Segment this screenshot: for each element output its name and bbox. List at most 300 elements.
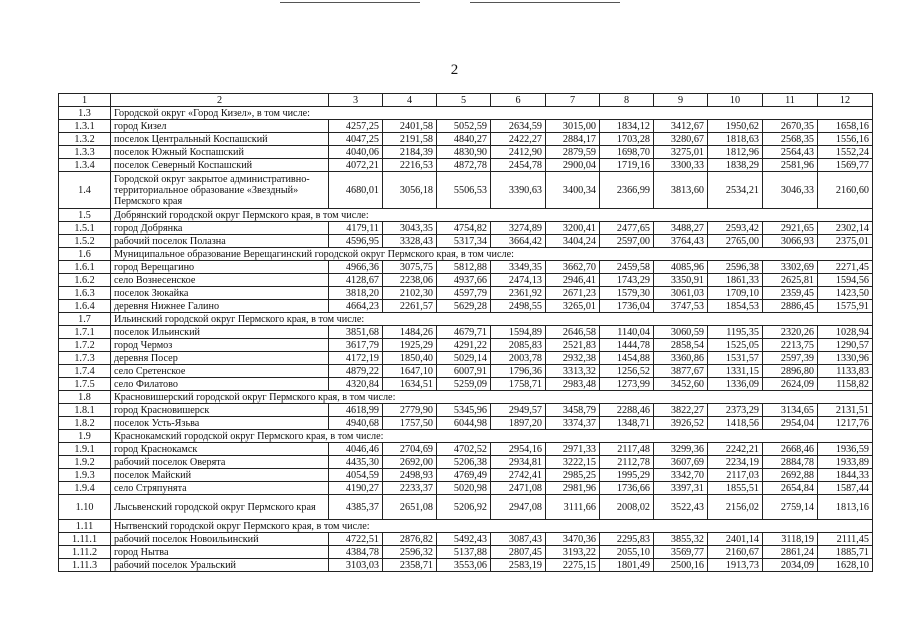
tariff-value: 5020,98 xyxy=(437,482,491,495)
tariff-value: 1855,51 xyxy=(708,482,763,495)
row-code: 1.9 xyxy=(59,430,111,443)
locality-name: город Кизел xyxy=(111,120,329,133)
tariff-value: 2213,75 xyxy=(763,339,818,352)
row-code: 1.8.1 xyxy=(59,404,111,417)
tariff-value: 3075,75 xyxy=(383,261,437,274)
section-row xyxy=(59,248,873,261)
row-code: 1.7.5 xyxy=(59,378,111,391)
row-code: 1.7 xyxy=(59,313,111,326)
row-code: 1.5.2 xyxy=(59,235,111,248)
tariff-value: 2359,45 xyxy=(763,287,818,300)
tariff-value: 2886,45 xyxy=(763,300,818,313)
tariff-value: 2233,37 xyxy=(383,482,437,495)
section-title: Красновишерский городской округ Пермского края, в том числе: xyxy=(111,391,873,404)
tariff-value: 2900,04 xyxy=(546,159,600,172)
tariff-value: 2597,39 xyxy=(763,352,818,365)
tariff-value: 4966,36 xyxy=(329,261,383,274)
locality-name: рабочий поселок Полазна xyxy=(111,235,329,248)
tariff-value: 3103,03 xyxy=(329,559,383,572)
tariff-value: 4664,23 xyxy=(329,300,383,313)
tariff-value: 2596,38 xyxy=(708,261,763,274)
tariff-value: 2985,25 xyxy=(546,469,600,482)
tariff-value: 2884,78 xyxy=(763,456,818,469)
tariff-value: 6007,91 xyxy=(437,365,491,378)
locality-name: рабочий поселок Уральский xyxy=(111,559,329,572)
locality-name: село Вознесенское xyxy=(111,274,329,287)
section-row xyxy=(59,313,873,326)
tariff-value: 1594,56 xyxy=(818,274,873,287)
tariff-value: 5506,53 xyxy=(437,172,491,209)
tariff-value: 2947,08 xyxy=(491,495,546,520)
tariff-value: 2498,55 xyxy=(491,300,546,313)
locality-name: село Стряпунята xyxy=(111,482,329,495)
tariff-value: 2921,65 xyxy=(763,222,818,235)
tariff-value: 2117,48 xyxy=(600,443,654,456)
tariff-value: 1579,30 xyxy=(600,287,654,300)
tariff-value: 2422,27 xyxy=(491,133,546,146)
table-row xyxy=(59,274,873,287)
column-header: 8 xyxy=(600,94,654,107)
tariff-value: 1331,15 xyxy=(708,365,763,378)
tariff-value: 2668,46 xyxy=(763,443,818,456)
tariff-value: 2654,84 xyxy=(763,482,818,495)
tariff-value: 2858,54 xyxy=(654,339,708,352)
tariff-value: 3664,42 xyxy=(491,235,546,248)
section-row xyxy=(59,520,873,533)
tariff-value: 3400,34 xyxy=(546,172,600,209)
tariff-value: 2008,02 xyxy=(600,495,654,520)
tariff-value: 3855,32 xyxy=(654,533,708,546)
tariff-value: 1850,40 xyxy=(383,352,437,365)
tariff-value: 2742,41 xyxy=(491,469,546,482)
tariff-value: 1818,63 xyxy=(708,133,763,146)
tariff-value: 1444,78 xyxy=(600,339,654,352)
locality-name: поселок Центральный Коспашский xyxy=(111,133,329,146)
tariff-value: 2879,59 xyxy=(546,146,600,159)
column-header: 12 xyxy=(818,94,873,107)
tariff-value: 2358,71 xyxy=(383,559,437,572)
page-number: 2 xyxy=(450,62,459,78)
tariff-value: 2971,33 xyxy=(546,443,600,456)
column-header: 4 xyxy=(383,94,437,107)
tariff-value: 1897,20 xyxy=(491,417,546,430)
tariff-value: 3060,59 xyxy=(654,326,708,339)
tariff-value: 1628,10 xyxy=(818,559,873,572)
tariff-value: 3452,60 xyxy=(654,378,708,391)
tariff-value: 3747,53 xyxy=(654,300,708,313)
top-rule-lines xyxy=(0,0,909,6)
tariff-value: 2216,53 xyxy=(383,159,437,172)
tariff-value: 3302,69 xyxy=(763,261,818,274)
tariff-value: 2932,38 xyxy=(546,352,600,365)
tariff-value: 2949,57 xyxy=(491,404,546,417)
tariff-value: 4128,67 xyxy=(329,274,383,287)
tariff-value: 2401,58 xyxy=(383,120,437,133)
tariff-value: 3877,67 xyxy=(654,365,708,378)
row-code: 1.3.3 xyxy=(59,146,111,159)
row-code: 1.7.4 xyxy=(59,365,111,378)
tariff-value: 3851,68 xyxy=(329,326,383,339)
tariff-value: 2477,65 xyxy=(600,222,654,235)
table-row xyxy=(59,378,873,391)
tariff-value: 2271,45 xyxy=(818,261,873,274)
tariff-value: 3458,79 xyxy=(546,404,600,417)
tariff-value: 2884,17 xyxy=(546,133,600,146)
tariff-value: 2954,16 xyxy=(491,443,546,456)
tariff-value: 5345,96 xyxy=(437,404,491,417)
row-code: 1.3.1 xyxy=(59,120,111,133)
tariff-value: 3066,93 xyxy=(763,235,818,248)
tariff-value: 2983,48 xyxy=(546,378,600,391)
tariff-value: 2412,90 xyxy=(491,146,546,159)
tariff-value: 3200,41 xyxy=(546,222,600,235)
tariff-value: 1273,99 xyxy=(600,378,654,391)
tariff-value: 2896,80 xyxy=(763,365,818,378)
row-code: 1.9.3 xyxy=(59,469,111,482)
tariff-value: 2692,00 xyxy=(383,456,437,469)
tariff-value: 1913,73 xyxy=(708,559,763,572)
tariff-value: 4072,21 xyxy=(329,159,383,172)
tariff-value: 1936,59 xyxy=(818,443,873,456)
row-code: 1.3.4 xyxy=(59,159,111,172)
table-row xyxy=(59,546,873,559)
tariff-value: 6044,98 xyxy=(437,417,491,430)
tariff-value: 3056,18 xyxy=(383,172,437,209)
table-row xyxy=(59,352,873,365)
tariff-value: 2759,14 xyxy=(763,495,818,520)
tariff-value: 1140,04 xyxy=(600,326,654,339)
tariff-value: 3522,43 xyxy=(654,495,708,520)
table-row xyxy=(59,222,873,235)
tariff-value: 2934,81 xyxy=(491,456,546,469)
tariff-value: 2034,09 xyxy=(763,559,818,572)
tariff-value: 3818,20 xyxy=(329,287,383,300)
table-row xyxy=(59,159,873,172)
tariff-value: 1834,12 xyxy=(600,120,654,133)
tariff-value: 2583,19 xyxy=(491,559,546,572)
tariff-value: 4872,78 xyxy=(437,159,491,172)
tariff-value: 1531,57 xyxy=(708,352,763,365)
tariff-value: 3299,36 xyxy=(654,443,708,456)
tariff-value: 5259,09 xyxy=(437,378,491,391)
locality-name: город Красновишерск xyxy=(111,404,329,417)
table-row xyxy=(59,559,873,572)
tariff-value: 2242,21 xyxy=(708,443,763,456)
tariff-value: 2651,08 xyxy=(383,495,437,520)
column-header: 1 xyxy=(59,94,111,107)
tariff-value: 1594,89 xyxy=(491,326,546,339)
tariff-value: 2111,45 xyxy=(818,533,873,546)
tariff-value: 1556,16 xyxy=(818,133,873,146)
tariff-value: 3313,32 xyxy=(546,365,600,378)
table-row xyxy=(59,287,873,300)
tariff-value: 4257,25 xyxy=(329,120,383,133)
tariff-value: 3046,33 xyxy=(763,172,818,209)
tariff-value: 1647,10 xyxy=(383,365,437,378)
row-code: 1.3.2 xyxy=(59,133,111,146)
tariff-value: 1575,91 xyxy=(818,300,873,313)
tariff-value: 5029,14 xyxy=(437,352,491,365)
tariff-value: 2288,46 xyxy=(600,404,654,417)
section-row xyxy=(59,107,873,120)
column-header: 6 xyxy=(491,94,546,107)
tariff-value: 2521,83 xyxy=(546,339,600,352)
tariff-value: 3662,70 xyxy=(546,261,600,274)
tariff-value: 1757,50 xyxy=(383,417,437,430)
tariff-value: 2704,69 xyxy=(383,443,437,456)
tariff-value: 1525,05 xyxy=(708,339,763,352)
tariff-value: 2593,42 xyxy=(708,222,763,235)
tariff-value: 4940,68 xyxy=(329,417,383,430)
tariff-value: 2055,10 xyxy=(600,546,654,559)
tariff-table xyxy=(58,93,873,572)
tariff-value: 2765,00 xyxy=(708,235,763,248)
tariff-value: 2361,92 xyxy=(491,287,546,300)
tariff-value: 1838,29 xyxy=(708,159,763,172)
tariff-value: 4680,01 xyxy=(329,172,383,209)
tariff-value: 4879,22 xyxy=(329,365,383,378)
tariff-value: 3300,33 xyxy=(654,159,708,172)
tariff-value: 3280,67 xyxy=(654,133,708,146)
tariff-value: 3813,60 xyxy=(654,172,708,209)
tariff-value: 1844,33 xyxy=(818,469,873,482)
locality-name: поселок Майский xyxy=(111,469,329,482)
locality-name: Лысьвенский городской округ Пермского края xyxy=(111,495,329,520)
tariff-value: 2160,67 xyxy=(708,546,763,559)
table-row xyxy=(59,482,873,495)
tariff-value: 5206,38 xyxy=(437,456,491,469)
tariff-value: 2275,15 xyxy=(546,559,600,572)
tariff-value: 4320,84 xyxy=(329,378,383,391)
table-row xyxy=(59,365,873,378)
tariff-value: 5052,59 xyxy=(437,120,491,133)
row-code: 1.5 xyxy=(59,209,111,222)
tariff-value: 2459,58 xyxy=(600,261,654,274)
table-row xyxy=(59,533,873,546)
tariff-value: 1418,56 xyxy=(708,417,763,430)
tariff-value: 1885,71 xyxy=(818,546,873,559)
tariff-value: 2861,24 xyxy=(763,546,818,559)
tariff-value: 2375,01 xyxy=(818,235,873,248)
tariff-value: 1484,26 xyxy=(383,326,437,339)
tariff-value: 2454,78 xyxy=(491,159,546,172)
tariff-value: 1634,51 xyxy=(383,378,437,391)
tariff-value: 1158,82 xyxy=(818,378,873,391)
tariff-value: 3118,19 xyxy=(763,533,818,546)
tariff-value: 3412,67 xyxy=(654,120,708,133)
tariff-value: 2596,32 xyxy=(383,546,437,559)
row-code: 1.7.2 xyxy=(59,339,111,352)
locality-name: деревня Нижнее Галино xyxy=(111,300,329,313)
locality-name: город Нытва xyxy=(111,546,329,559)
table-row xyxy=(59,404,873,417)
tariff-value: 1290,57 xyxy=(818,339,873,352)
tariff-value: 1195,35 xyxy=(708,326,763,339)
tariff-value: 1256,52 xyxy=(600,365,654,378)
row-code: 1.7.3 xyxy=(59,352,111,365)
locality-name: поселок Усть-Язьва xyxy=(111,417,329,430)
tariff-value: 3764,43 xyxy=(654,235,708,248)
tariff-value: 3397,31 xyxy=(654,482,708,495)
section-row xyxy=(59,209,873,222)
tariff-value: 2184,39 xyxy=(383,146,437,159)
tariff-value: 4435,30 xyxy=(329,456,383,469)
tariff-value: 3087,43 xyxy=(491,533,546,546)
tariff-value: 1569,77 xyxy=(818,159,873,172)
tariff-value: 3607,69 xyxy=(654,456,708,469)
table-row xyxy=(59,146,873,159)
row-code: 1.11 xyxy=(59,520,111,533)
locality-name: село Сретенское xyxy=(111,365,329,378)
tariff-value: 3617,79 xyxy=(329,339,383,352)
tariff-value: 5206,92 xyxy=(437,495,491,520)
tariff-value: 3342,70 xyxy=(654,469,708,482)
tariff-value: 2534,21 xyxy=(708,172,763,209)
tariff-value: 3275,01 xyxy=(654,146,708,159)
tariff-value: 2779,90 xyxy=(383,404,437,417)
locality-name: город Верещагино xyxy=(111,261,329,274)
tariff-value: 4702,52 xyxy=(437,443,491,456)
locality-name: город Добрянка xyxy=(111,222,329,235)
tariff-value: 3470,36 xyxy=(546,533,600,546)
tariff-value: 3488,27 xyxy=(654,222,708,235)
column-header: 10 xyxy=(708,94,763,107)
section-row xyxy=(59,430,873,443)
table-row xyxy=(59,417,873,430)
tariff-value: 1743,29 xyxy=(600,274,654,287)
table-header-row xyxy=(59,94,873,107)
section-title: Ильинский городской округ Пермского края, в том числе: xyxy=(111,313,873,326)
tariff-value: 4722,51 xyxy=(329,533,383,546)
tariff-value: 1587,44 xyxy=(818,482,873,495)
tariff-value: 2876,82 xyxy=(383,533,437,546)
tariff-value: 2500,16 xyxy=(654,559,708,572)
tariff-value: 2498,93 xyxy=(383,469,437,482)
column-header: 7 xyxy=(546,94,600,107)
tariff-value: 2295,83 xyxy=(600,533,654,546)
column-header: 9 xyxy=(654,94,708,107)
tariff-value: 4054,59 xyxy=(329,469,383,482)
row-code: 1.3 xyxy=(59,107,111,120)
row-code: 1.6.2 xyxy=(59,274,111,287)
table-row xyxy=(59,235,873,248)
tariff-value: 2366,99 xyxy=(600,172,654,209)
tariff-value: 1736,04 xyxy=(600,300,654,313)
tariff-value: 4597,79 xyxy=(437,287,491,300)
tariff-value: 2568,35 xyxy=(763,133,818,146)
tariff-value: 1812,96 xyxy=(708,146,763,159)
row-code: 1.6.3 xyxy=(59,287,111,300)
table-row xyxy=(59,495,873,520)
section-title: Муниципальное образование Верещагинский городской округ Пермского края, в том числе: xyxy=(111,248,873,261)
column-header: 11 xyxy=(763,94,818,107)
tariff-value: 2471,08 xyxy=(491,482,546,495)
tariff-value: 3926,52 xyxy=(654,417,708,430)
row-code: 1.9.4 xyxy=(59,482,111,495)
table-row xyxy=(59,300,873,313)
table-row xyxy=(59,469,873,482)
tariff-value: 1217,76 xyxy=(818,417,873,430)
tariff-value: 1703,28 xyxy=(600,133,654,146)
table-row xyxy=(59,261,873,274)
tariff-value: 3061,03 xyxy=(654,287,708,300)
tariff-value: 1719,16 xyxy=(600,159,654,172)
section-title: Краснокамский городской округ Пермского края, в том числе: xyxy=(111,430,873,443)
locality-name: поселок Южный Коспашский xyxy=(111,146,329,159)
row-code: 1.8.2 xyxy=(59,417,111,430)
tariff-value: 1925,29 xyxy=(383,339,437,352)
tariff-value: 4679,71 xyxy=(437,326,491,339)
tariff-value: 3553,06 xyxy=(437,559,491,572)
locality-name: поселок Зюкайка xyxy=(111,287,329,300)
tariff-value: 3390,63 xyxy=(491,172,546,209)
tariff-value: 1950,62 xyxy=(708,120,763,133)
row-code: 1.4 xyxy=(59,172,111,209)
tariff-value: 2671,23 xyxy=(546,287,600,300)
tariff-value: 1330,96 xyxy=(818,352,873,365)
tariff-value: 2320,26 xyxy=(763,326,818,339)
tariff-value: 1698,70 xyxy=(600,146,654,159)
tariff-value: 3349,35 xyxy=(491,261,546,274)
tariff-value: 2160,60 xyxy=(818,172,873,209)
tariff-value: 1454,88 xyxy=(600,352,654,365)
tariff-value: 3222,15 xyxy=(546,456,600,469)
tariff-value: 3111,66 xyxy=(546,495,600,520)
row-code: 1.11.1 xyxy=(59,533,111,546)
tariff-value: 4596,95 xyxy=(329,235,383,248)
tariff-value: 1854,53 xyxy=(708,300,763,313)
tariff-value: 2807,45 xyxy=(491,546,546,559)
tariff-value: 2646,58 xyxy=(546,326,600,339)
tariff-value: 3193,22 xyxy=(546,546,600,559)
tariff-value: 3404,24 xyxy=(546,235,600,248)
tariff-value: 3015,00 xyxy=(546,120,600,133)
locality-name: поселок Ильинский xyxy=(111,326,329,339)
tariff-value: 1813,16 xyxy=(818,495,873,520)
table-row xyxy=(59,339,873,352)
tariff-value: 4046,46 xyxy=(329,443,383,456)
tariff-value: 2156,02 xyxy=(708,495,763,520)
tariff-value: 4047,25 xyxy=(329,133,383,146)
section-title: Добрянский городской округ Пермского края, в том числе: xyxy=(111,209,873,222)
row-code: 1.11.2 xyxy=(59,546,111,559)
tariff-value: 3569,77 xyxy=(654,546,708,559)
section-title: Городской округ «Город Кизел», в том числе: xyxy=(111,107,873,120)
tariff-value: 4384,78 xyxy=(329,546,383,559)
tariff-value: 2003,78 xyxy=(491,352,546,365)
row-code: 1.8 xyxy=(59,391,111,404)
column-header: 3 xyxy=(329,94,383,107)
tariff-value: 2117,03 xyxy=(708,469,763,482)
tariff-value: 3328,43 xyxy=(383,235,437,248)
row-code: 1.10 xyxy=(59,495,111,520)
tariff-value: 2597,00 xyxy=(600,235,654,248)
tariff-value: 1801,49 xyxy=(600,559,654,572)
tariff-value: 2981,96 xyxy=(546,482,600,495)
tariff-value: 2131,51 xyxy=(818,404,873,417)
tariff-value: 2946,41 xyxy=(546,274,600,287)
column-header: 2 xyxy=(111,94,329,107)
tariff-value: 2191,58 xyxy=(383,133,437,146)
tariff-value: 4085,96 xyxy=(654,261,708,274)
tariff-value: 4830,90 xyxy=(437,146,491,159)
tariff-value: 1861,33 xyxy=(708,274,763,287)
tariff-value: 4618,99 xyxy=(329,404,383,417)
tariff-value: 2261,57 xyxy=(383,300,437,313)
tariff-value: 1709,10 xyxy=(708,287,763,300)
tariff-value: 2234,19 xyxy=(708,456,763,469)
tariff-value: 4190,27 xyxy=(329,482,383,495)
